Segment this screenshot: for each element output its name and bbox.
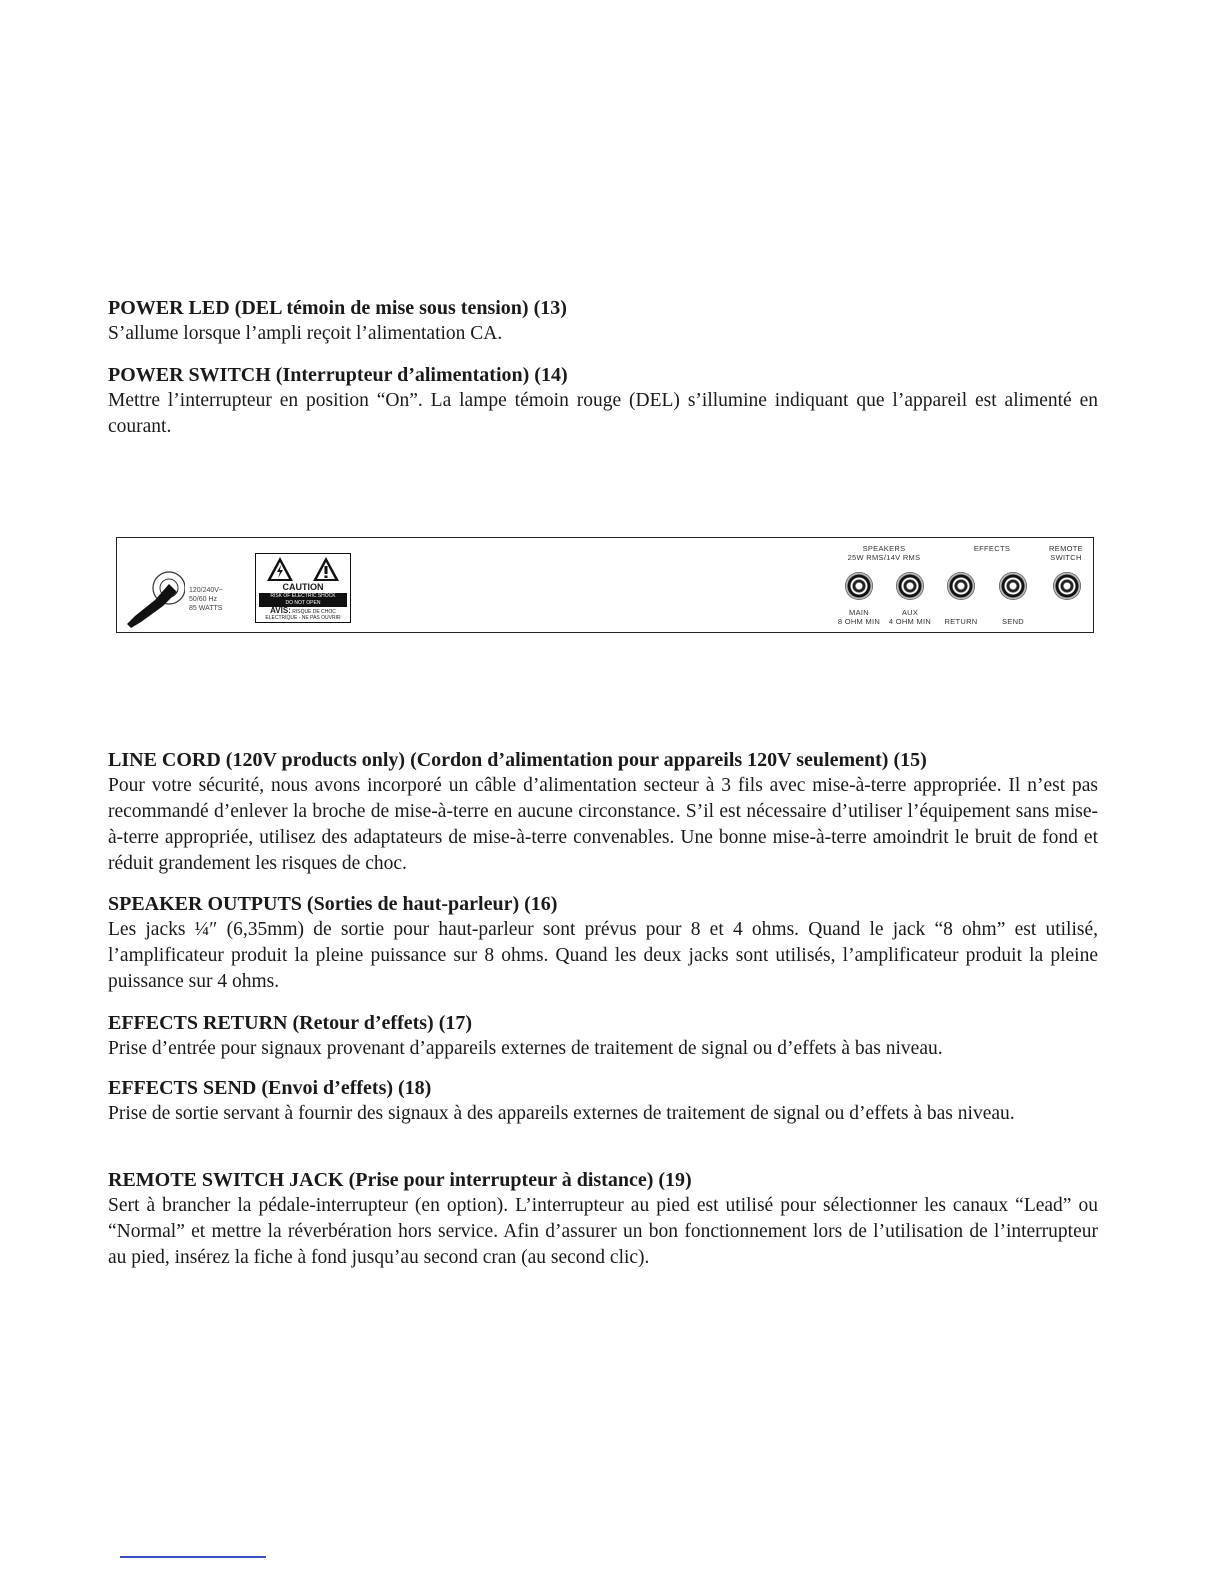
section-remote-switch-jack (108, 1168, 1098, 1271)
section-heading: REMOTE SWITCH JACK (Prise pour interrupteur à distance) (19) (108, 1169, 692, 1191)
aux-speaker-jack (896, 572, 924, 600)
caution-band (259, 593, 347, 607)
section-speaker-outputs (108, 892, 1098, 995)
section-heading: LINE CORD (120V products only) (Cordon d’alimentation pour appareils 120V seulement) (15) (108, 749, 927, 771)
avis-line1: RISQUE DE CHOC (292, 609, 336, 615)
rear-panel-diagram (116, 537, 1094, 633)
remote-label-line2: SWITCH (1050, 553, 1082, 562)
power-wattage: 85 WATTS (189, 605, 223, 612)
remote-switch-label (1043, 544, 1089, 562)
main-label-line1: MAIN (849, 608, 869, 617)
section-body: Les jacks ¼″ (6,35mm) de sortie pour haut-parleur sont prévus pour 8 et 4 ohms. Quand le jack “8 ohm” est utilisé, l’amplificateur produit la pleine puissance sur 8 ohms. Quand les deux jacks sont utilisés, l’amplificateur produit la pleine puissance sur 4 ohms. (108, 919, 1098, 992)
section-effects-send (108, 1076, 1098, 1127)
section-heading: EFFECTS SEND (Envoi d’effets) (18) (108, 1077, 432, 1099)
effects-label: EFFECTS (973, 544, 1011, 553)
section-heading: POWER LED (DEL témoin de mise sous tension) (13) (108, 297, 567, 319)
section-power-switch (108, 363, 1098, 440)
aux-label-line2: 4 OHM MIN (888, 617, 932, 626)
power-rating (189, 586, 223, 613)
aux-label-line1: AUX (901, 608, 919, 617)
section-heading: SPEAKER OUTPUTS (Sorties de haut-parleur) (16) (108, 893, 558, 915)
electric-shock-warning-icon (266, 556, 294, 582)
avis-line2: ELECTRIQUE - NE PAS OUVRIR (265, 615, 341, 621)
remote-switch-jack (1053, 572, 1081, 600)
section-body: Sert à brancher la pédale-interrupteur (en option). L’interrupteur au pied est utilisé pour sélectionner les canaux “Lead” ou “Normal” et mettre la réverbération hors service. Afin d’assurer un bon fonctionnement lors de l’utilisation de l’interrupteur au pied, insérez la fiche à fond jusqu’au second cran (au second clic). (108, 1195, 1098, 1268)
main-label-line2: 8 OHM MIN (837, 617, 881, 626)
section-body: S’allume lorsque l’ampli reçoit l’alimentation CA. (108, 323, 503, 344)
effects-send-jack (999, 572, 1027, 600)
caution-label (255, 553, 351, 623)
section-body: Prise d’entrée pour signaux provenant d’appareils externes de traitement de signal ou d’effets à bas niveau. (108, 1038, 943, 1059)
speakers-label (839, 544, 929, 562)
send-jack-label: SEND (1001, 617, 1025, 626)
section-body: Mettre l’interrupteur en position “On”. La lampe témoin rouge (DEL) s’illumine indiquant que l’appareil est alimenté en courant. (108, 390, 1098, 437)
section-line-cord (108, 748, 1098, 877)
section-effects-return (108, 1011, 1098, 1062)
exclamation-warning-icon (312, 556, 340, 582)
aux-jack-label (885, 608, 935, 626)
main-jack-label (835, 608, 883, 626)
caution-caption: CAUTION (282, 582, 324, 592)
caution-band-line1: RISK OF ELECTRIC SHOCK (270, 593, 336, 599)
main-speaker-jack (845, 572, 873, 600)
power-cord-icon (125, 566, 185, 628)
effects-return-jack (947, 572, 975, 600)
remote-label-line1: REMOTE (1049, 544, 1083, 553)
avis-text (259, 608, 347, 621)
footnote-divider (120, 1556, 266, 1558)
section-body: Prise de sortie servant à fournir des signaux à des appareils externes de traitement de signal ou d’effets à bas niveau. (108, 1103, 1015, 1124)
section-heading: POWER SWITCH (Interrupteur d’alimentation) (14) (108, 364, 568, 386)
avis-label: AVIS: (270, 606, 291, 615)
power-voltage: 120/240V~ (189, 587, 224, 594)
speakers-title: SPEAKERS (862, 544, 906, 553)
section-heading: EFFECTS RETURN (Retour d’effets) (17) (108, 1012, 473, 1034)
section-body: Pour votre sécurité, nous avons incorporé un câble d’alimentation secteur à 3 fils avec mise-à-terre appropriée. Il n’est pas recommandé d’enlever la broche de mise-à-terre en aucune circonstance. S’il est nécessaire d’utiliser l’équipement sans mise-à-terre appropriée, utilisez des adaptateurs de mise-à-terre convenables. Une bonne mise-à-terre amoindrit le bruit de fond et réduit grandement les risques de choc. (108, 775, 1098, 874)
section-power-led (108, 296, 1098, 347)
power-frequency: 50/60 Hz (189, 596, 218, 603)
return-jack-label: RETURN (944, 617, 978, 626)
speakers-rating: 25W RMS/14V RMS (847, 553, 921, 562)
caution-band-line2: DO NOT OPEN (285, 600, 321, 606)
